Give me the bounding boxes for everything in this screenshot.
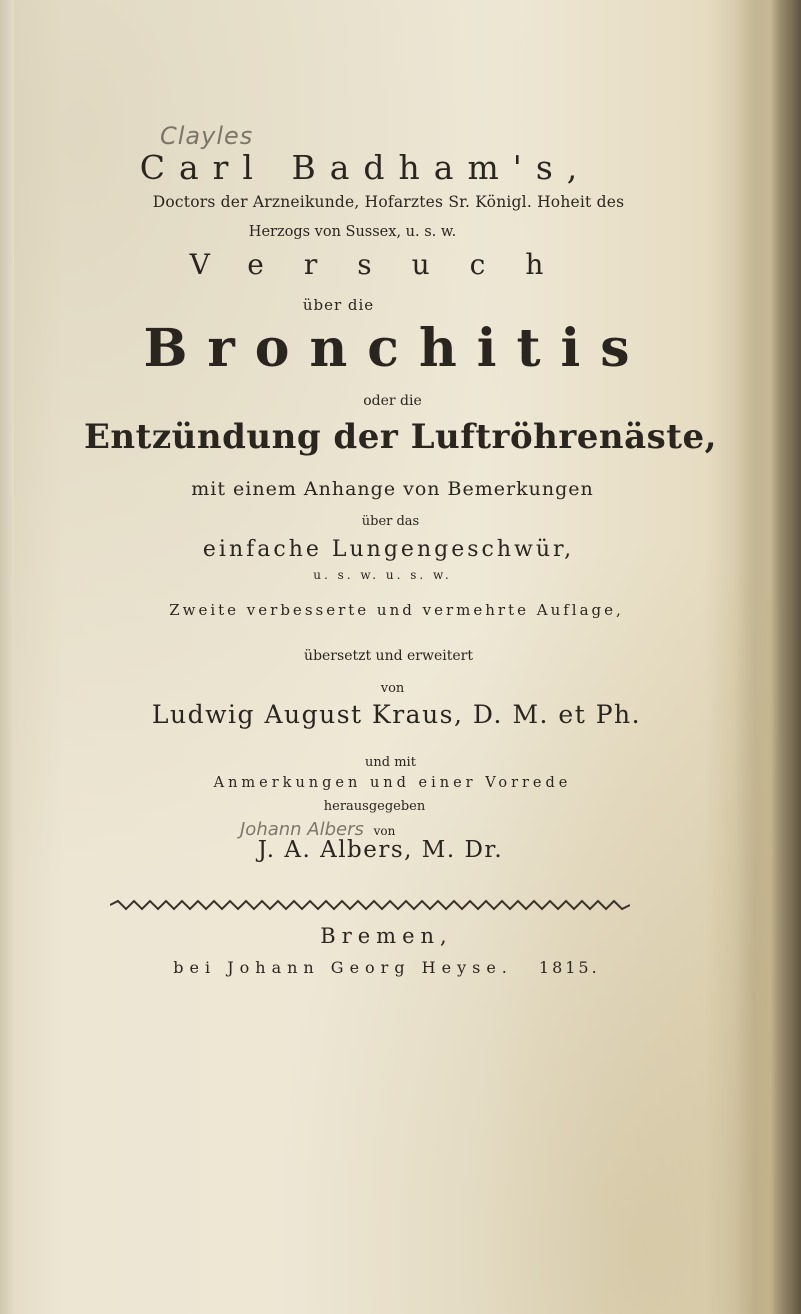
ornamental-rule <box>110 898 630 912</box>
appendix-line: mit einem Anhange von Bemerkungen <box>191 478 594 500</box>
publisher-name: bei Johann Georg Heyse. <box>173 958 513 977</box>
publication-city: Bremen, <box>320 924 453 948</box>
annotations-line: Anmerkungen und einer Vorrede <box>213 775 572 791</box>
author-affiliation-line: Herzogs von Sussex, u. s. w. <box>248 224 457 240</box>
handwritten-signature: Clayles <box>160 122 254 150</box>
translator-line: Ludwig August Kraus, D. M. et Ph. <box>151 700 642 729</box>
editor-line: J. A. Albers, M. Dr. <box>257 837 504 863</box>
usw-line: u. s. w. u. s. w. <box>313 568 452 582</box>
author-line: Carl Badham's, <box>139 148 592 187</box>
author-credentials-line: Doctors der Arzneikunde, Hofarztes Sr. Königl. Hoheit des <box>152 193 625 211</box>
oder-die-line: oder die <box>363 393 422 409</box>
und-mit-line: und mit <box>365 755 416 770</box>
von-line: von <box>380 681 405 696</box>
publisher-line <box>0 958 787 977</box>
handwritten-note: Johann Albers <box>240 819 364 840</box>
subtitle: Entzündung der Luftröhrenäste, <box>84 417 717 457</box>
herausgegeben-line: herausgegeben <box>323 799 426 814</box>
ueber-das-line: über das <box>361 514 420 529</box>
edition-line: Zweite verbesserte und vermehrte Auflage, <box>169 601 624 619</box>
main-title: Bronchitis <box>143 318 650 379</box>
von-line-2: von <box>373 824 396 838</box>
publication-year: 1815. <box>538 958 600 977</box>
versuch-heading: Versuch <box>189 248 584 281</box>
translation-note: übersetzt und erweitert <box>304 648 473 664</box>
ueber-die-line: über die <box>302 296 375 314</box>
lungengeschwuer-line: einfache Lungengeschwür, <box>202 537 575 562</box>
